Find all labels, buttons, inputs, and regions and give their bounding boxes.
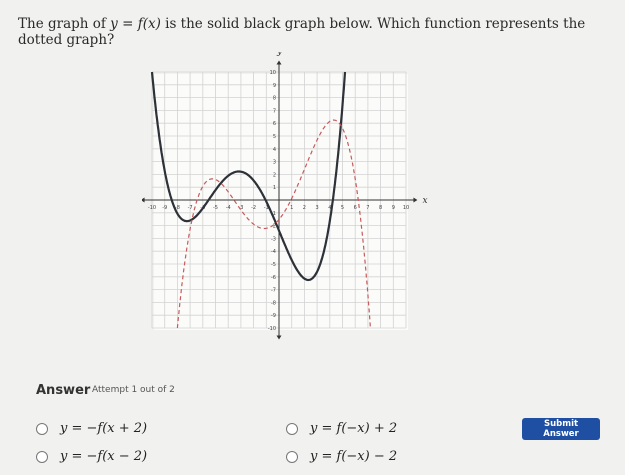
graph-svg	[142, 52, 432, 347]
option-1[interactable]	[36, 421, 147, 436]
y-tick-label: -3	[271, 236, 276, 243]
x-tick-label: -4	[225, 205, 231, 211]
y-tick-label: -8	[271, 300, 276, 307]
x-tick-label: 8	[379, 205, 383, 211]
option-3-label: y = −f(x − 2)	[60, 449, 148, 464]
function-graph	[142, 52, 432, 347]
option-4[interactable]	[286, 449, 397, 464]
radio-option-2[interactable]	[286, 423, 298, 435]
x-tick-label: 2	[302, 205, 306, 211]
x-tick-label: -10	[147, 205, 157, 211]
y-tick-label: -10	[267, 326, 276, 332]
x-tick-label: -7	[187, 205, 193, 211]
x-tick-label: 4	[328, 205, 332, 211]
option-2-label: y = f(−x) + 2	[310, 421, 398, 436]
x-tick-label: 10	[402, 205, 410, 211]
option-3[interactable]	[36, 449, 147, 464]
x-tick-label: 1	[290, 205, 294, 211]
radio-option-1[interactable]	[36, 423, 48, 435]
y-axis-label: y	[277, 52, 283, 58]
x-tick-label: 5	[340, 205, 345, 211]
y-tick-label: -7	[271, 287, 276, 294]
x-tick-label: -3	[238, 205, 244, 211]
y-tick-label: 8	[272, 95, 276, 102]
x-tick-label: 6	[353, 205, 357, 211]
y-tick-label: 4	[272, 146, 276, 153]
x-tick-label: -1	[263, 205, 269, 211]
x-axis-arrow-left	[142, 198, 145, 203]
answer-heading: Answer	[36, 383, 91, 398]
x-tick-label: 7	[366, 205, 370, 211]
y-tick-label: -5	[271, 262, 276, 268]
x-tick-label: -5	[213, 205, 218, 211]
y-tick-label: 5	[272, 134, 276, 140]
graph-background	[154, 74, 408, 330]
option-2[interactable]	[286, 421, 397, 436]
y-axis-arrow-down	[277, 336, 282, 340]
question-math: y = f(x)	[110, 16, 161, 32]
question-text	[18, 16, 625, 48]
x-axis-label: x	[422, 196, 428, 206]
radio-option-3[interactable]	[36, 451, 48, 463]
radio-option-4[interactable]	[286, 451, 298, 463]
y-axis-arrow-up	[277, 60, 282, 64]
x-tick-label: -8	[174, 205, 180, 211]
x-tick-label: 9	[391, 205, 395, 211]
y-tick-label: 2	[272, 172, 276, 179]
x-tick-label: -2	[251, 205, 257, 211]
y-tick-label: -9	[271, 313, 276, 320]
y-tick-label: 6	[272, 121, 276, 128]
x-tick-label: -9	[162, 205, 168, 211]
y-tick-label: 7	[272, 108, 276, 115]
y-tick-label: -2	[271, 223, 276, 230]
x-tick-label: -6	[200, 205, 206, 211]
question-part-2: is the solid black graph below. Which function represents the dotted graph?	[18, 16, 586, 48]
option-1-label: y = −f(x + 2)	[60, 421, 148, 436]
y-tick-label: 9	[272, 82, 276, 89]
y-tick-label: 1	[272, 185, 276, 192]
attempt-counter: Attempt 1 out of 2	[92, 385, 175, 395]
y-tick-label: 10	[269, 70, 276, 76]
y-tick-label: -6	[271, 274, 276, 281]
question-part-1: The graph of	[18, 16, 111, 32]
option-4-label: y = f(−x) − 2	[310, 449, 398, 464]
x-axis-arrow-right	[413, 198, 417, 203]
y-tick-label: -1	[271, 210, 276, 217]
submit-answer-button[interactable]: Submit Answer	[522, 418, 600, 440]
y-tick-label: 3	[272, 159, 276, 166]
x-tick-label: 3	[315, 205, 319, 211]
y-tick-label: -4	[271, 249, 276, 256]
